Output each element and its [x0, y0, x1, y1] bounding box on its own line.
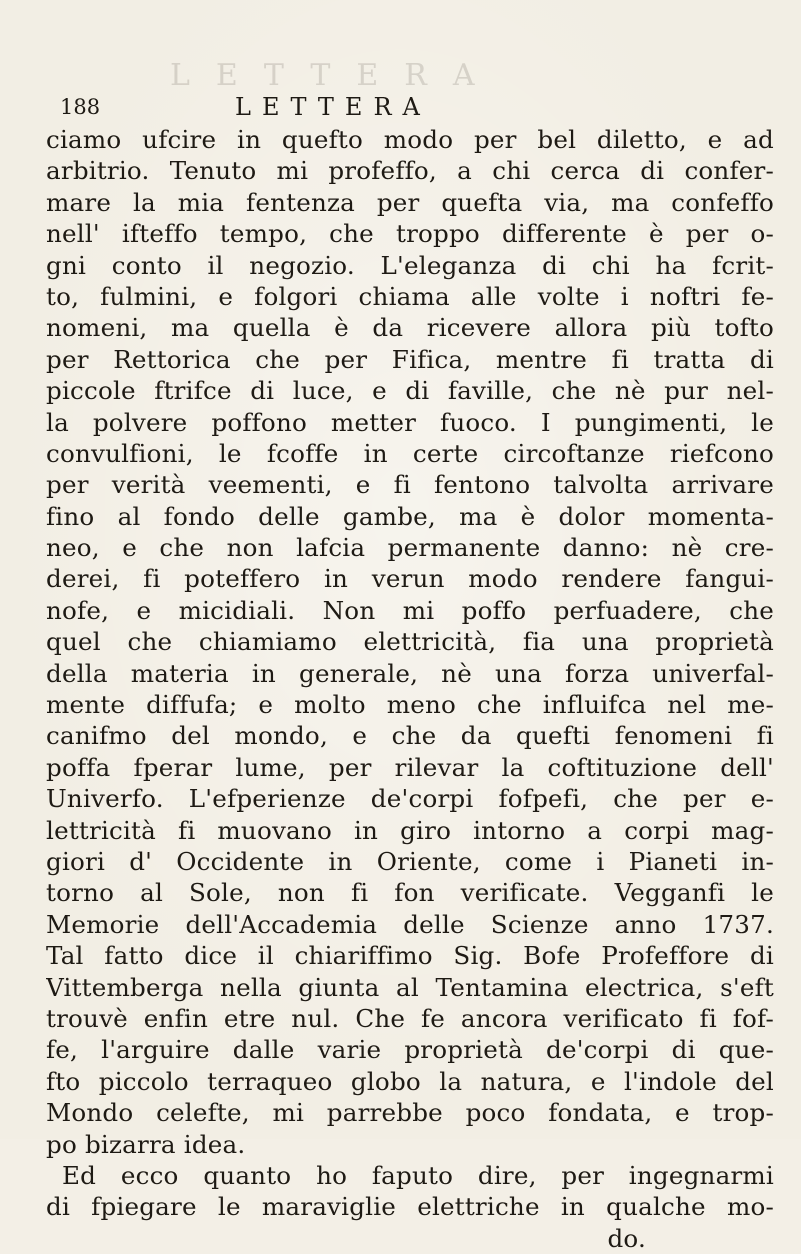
- text-line: Univerfo. L'efperienze de'corpi fofpefi, che per e-: [46, 784, 774, 814]
- running-title: LETTERA: [235, 93, 431, 121]
- page-header: [60, 92, 760, 126]
- text-line: di fpiegare le maraviglie elettriche in qualche mo-: [46, 1192, 774, 1222]
- text-line: Tal fatto dice il chiariffimo Sig. Bofe Profeffore di: [46, 941, 774, 971]
- text-line: mare la mia fentenza per quefta via, ma confeffo: [46, 187, 774, 217]
- text-line: Vittemberga nella giunta al Tentamina electrica, s'eft: [46, 972, 774, 1002]
- body-text: [46, 124, 774, 1254]
- text-line: nell' ifteffo tempo, che troppo differente è per o-: [46, 219, 774, 249]
- text-line: mente diffufa; e molto meno che influifca nel me-: [46, 690, 774, 720]
- text-line: Memorie dell'Accademia delle Scienze anno 1737.: [46, 909, 774, 939]
- text-line: per verità veementi, e fi fentono talvolta arrivare: [46, 470, 774, 500]
- text-line: derei, fi poteffero in verun modo rendere fangui-: [46, 564, 774, 594]
- text-line: canifmo del mondo, e che da quefti fenomeni fi: [46, 721, 774, 751]
- text-line: arbitrio. Tenuto mi profeffo, a chi cerca di confer-: [46, 156, 774, 186]
- text-line: neo, e che non lafcia permanente danno: nè cre-: [46, 533, 774, 563]
- page-number: 188: [60, 95, 101, 119]
- text-line: do.: [607, 1223, 646, 1253]
- text-line: fino al fondo delle gambe, ma è dolor momenta-: [46, 501, 774, 531]
- text-line: fto piccolo terraqueo globo la natura, e l'indole del: [46, 1066, 774, 1096]
- text-line: Mondo celefte, mi parrebbe poco fondata, e trop-: [46, 1098, 774, 1128]
- text-line: torno al Sole, non fi fon verificate. Vegganfi le: [46, 878, 774, 908]
- text-line: gni conto il negozio. L'eleganza di chi ha fcrit-: [46, 250, 774, 280]
- text-line: trouvè enfin etre nul. Che fe ancora verificato fi fof-: [46, 1003, 774, 1033]
- text-line: nofe, e micidiali. Non mi poffo perfuadere, che: [46, 595, 774, 625]
- text-line: to, fulmini, e folgori chiama alle volte i noftri fe-: [46, 281, 774, 311]
- text-line: della materia in generale, nè una forza univerfal-: [46, 658, 774, 688]
- text-line: poffa fperar lume, per rilevar la coftituzione dell': [46, 752, 774, 782]
- text-line: Ed ecco quanto ho faputo dire, per ingegnarmi: [62, 1160, 774, 1190]
- text-line: fe, l'arguire dalle varie proprietà de'corpi di que-: [46, 1035, 774, 1065]
- text-line: giori d' Occidente in Oriente, come i Pianeti in-: [46, 846, 774, 876]
- text-line: nomeni, ma quella è da ricevere allora più tofto: [46, 313, 774, 343]
- text-line: lettricità fi muovano in giro intorno a corpi mag-: [46, 815, 774, 845]
- text-line: per Rettorica che per Fifica, mentre fi tratta di: [46, 344, 774, 374]
- text-line: po bizarra idea.: [46, 1129, 246, 1159]
- text-line: piccole ftrifce di luce, e di faville, che nè pur nel-: [46, 376, 774, 406]
- text-line: convulfioni, le fcoffe in certe circoftanze riefcono: [46, 438, 774, 468]
- text-line: ciamo ufcire in quefto modo per bel diletto, e ad: [46, 125, 774, 154]
- bleed-through-text: LETTERA: [170, 58, 501, 92]
- text-line: quel che chiamiamo elettricità, fia una proprietà: [46, 627, 774, 657]
- text-line: la polvere poffono metter fuoco. I pungimenti, le: [46, 407, 774, 437]
